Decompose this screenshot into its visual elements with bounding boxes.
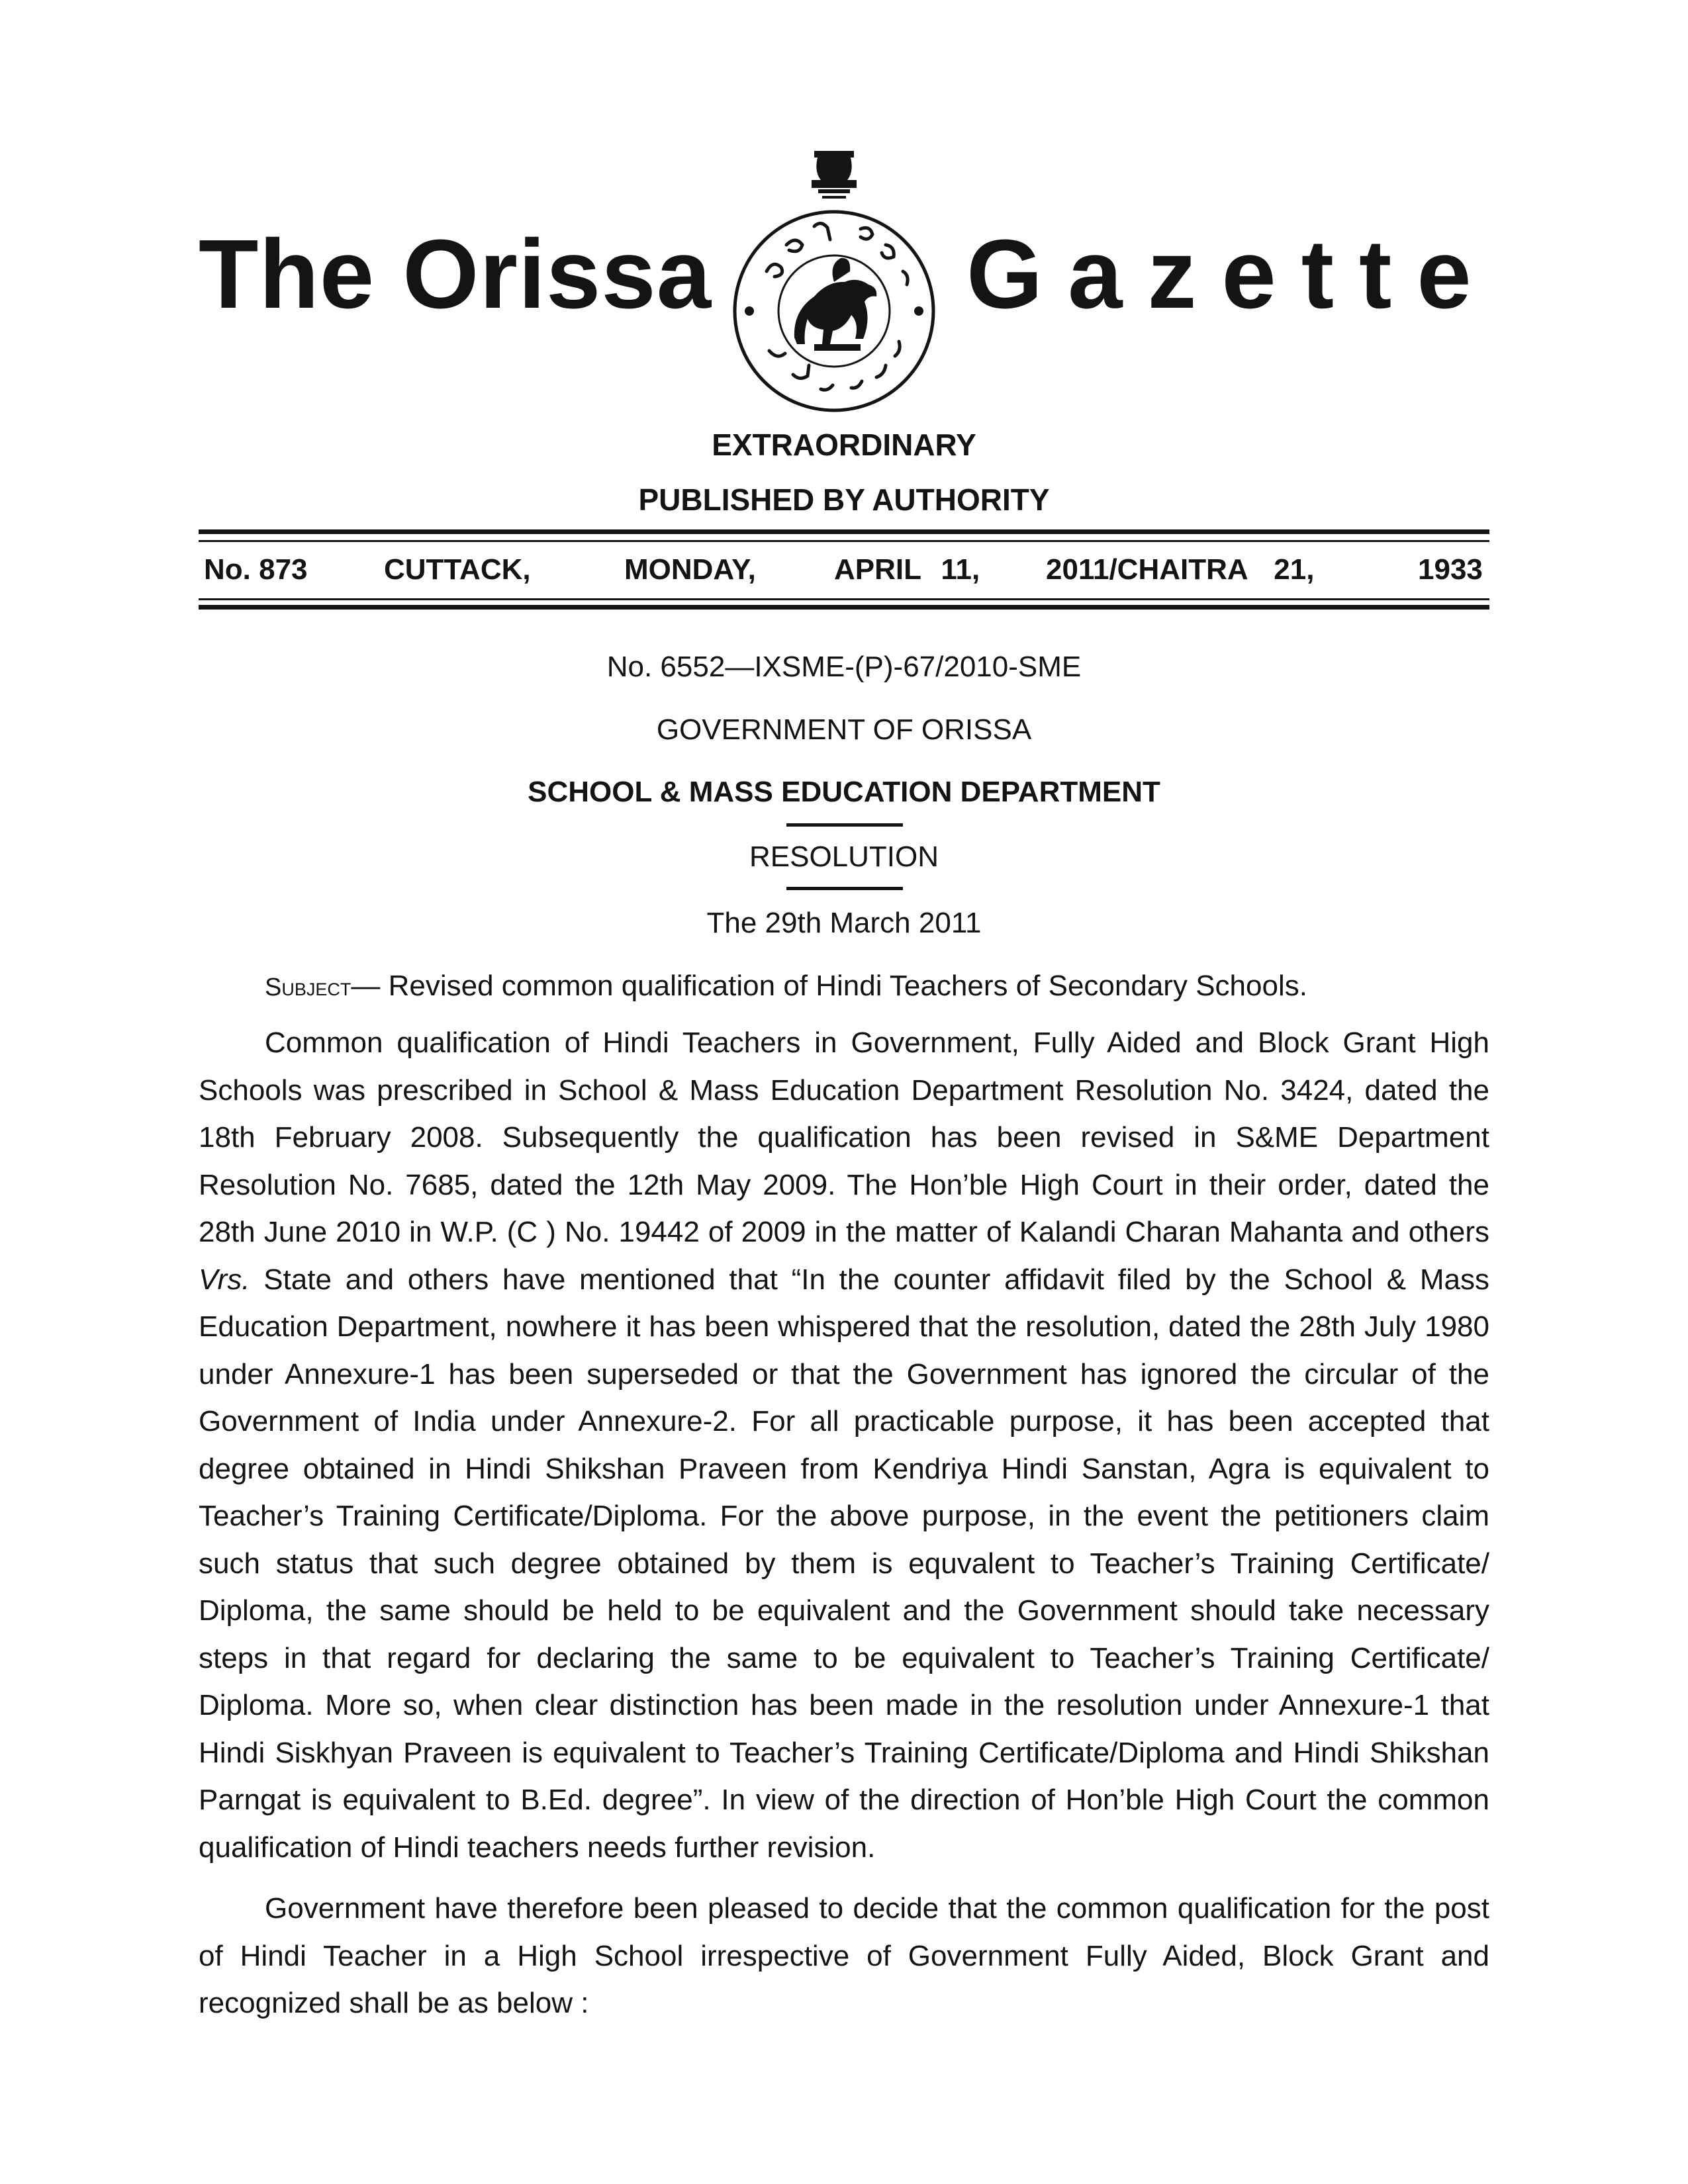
body-paragraph-2: Government have therefore been pleased to decide that the common qualification for the post of Hindi Teacher in a High School irrespective of Government Fully Aided, Block Grant and recognized shall be as below : [199, 1892, 1489, 2019]
divider-dash [786, 823, 903, 827]
issue-rule-bottom-2 [199, 605, 1489, 610]
resolution-heading: RESOLUTION [749, 841, 939, 873]
paragraph-1-text-b: State and others have mentioned that “In the counter affidavit filed by the School & Mass Education Department, nowhere it has been whispered that the resolution, dated the 28th July 1980 under Annexure-1 has been superseded or that the Government has ignored the circular of the Government of India under Annexure-2. For all practicable purpose, it has been accepted that degree obtained in Hindi Shikshan Praveen from Kendriya Hindi Sanstan, Agra is equivalent to Teacher’s Training Certificate/Diploma. For the above purpose, in the event the petitioners claim such status that such degree obtained by them is equvalent to Teacher’s Training Certificate/ Diploma, the same should be held to be equivalent and the Government should take necessary steps in that regard for declaring the same to be equivalent to Teacher’s Training Certificate/ Diploma. More so, when clear distinction has been made in the resolution under Annexure-1 that Hindi Siskhyan Praveen is equivalent to Teacher’s Training Certificate/Diploma and Hindi Shikshan Parngat is equivalent to B.Ed. degree”. In view of the direction of Hon’ble High Court the common qualification of Hindi teachers needs further revision. [199, 1263, 1489, 1864]
issue-date: APRIL 11, [834, 553, 980, 586]
issue-year: 1933 [1418, 553, 1483, 586]
subject-text: — Revised common qualification of Hindi Teachers of Secondary Schools. [351, 970, 1307, 1002]
paragraph-1-text-a: Common qualification of Hindi Teachers in Government, Fully Aided and Block Grant High Schools was prescribed in School & Mass Education Department Resolution No. 3424, dated the 18th February 2008. Subsequently the qualification has been revised in S&ME Department Resolution No. 7685, dated the 12th May 2009. The Hon’ble High Court in their order, dated the 28th June 2010 in W.P. (C ) No. 19442 of 2009 in the matter of Kalandi Charan Mahanta and others [199, 1026, 1489, 1248]
subject-line [265, 970, 1307, 1003]
issue-rule-bottom-1 [199, 598, 1489, 600]
issue-rule-top-1 [199, 529, 1489, 534]
published-by-authority-heading: PUBLISHED BY AUTHORITY [638, 482, 1050, 517]
orissa-government-seal-icon [715, 146, 953, 424]
resolution-date: The 29th March 2011 [706, 907, 982, 939]
issue-number: No. 873 [204, 553, 308, 586]
issue-saka-date: 2011/CHAITRA 21, [1046, 553, 1315, 586]
masthead-title-right: Gazette [966, 220, 1497, 329]
issue-rule-top-2 [199, 540, 1489, 542]
issue-day: MONDAY, [624, 553, 756, 586]
notice-reference: No. 6552—IXSME-(P)-67/2010-SME [606, 651, 1082, 683]
issue-place: CUTTACK, [384, 553, 531, 586]
issue-line [199, 553, 1489, 593]
body-paragraph-1 [199, 1019, 1489, 1871]
subject-label: Subject [265, 974, 352, 1001]
masthead-title-left: The Orissa [199, 220, 712, 329]
extraordinary-heading: EXTRAORDINARY [712, 428, 976, 462]
department-heading: SCHOOL & MASS EDUCATION DEPARTMENT [528, 776, 1160, 808]
divider-dash [786, 887, 903, 890]
gazette-masthead [199, 146, 1497, 424]
paragraph-1-vrs: Vrs. [199, 1263, 250, 1296]
government-heading: GOVERNMENT OF ORISSA [656, 713, 1032, 746]
